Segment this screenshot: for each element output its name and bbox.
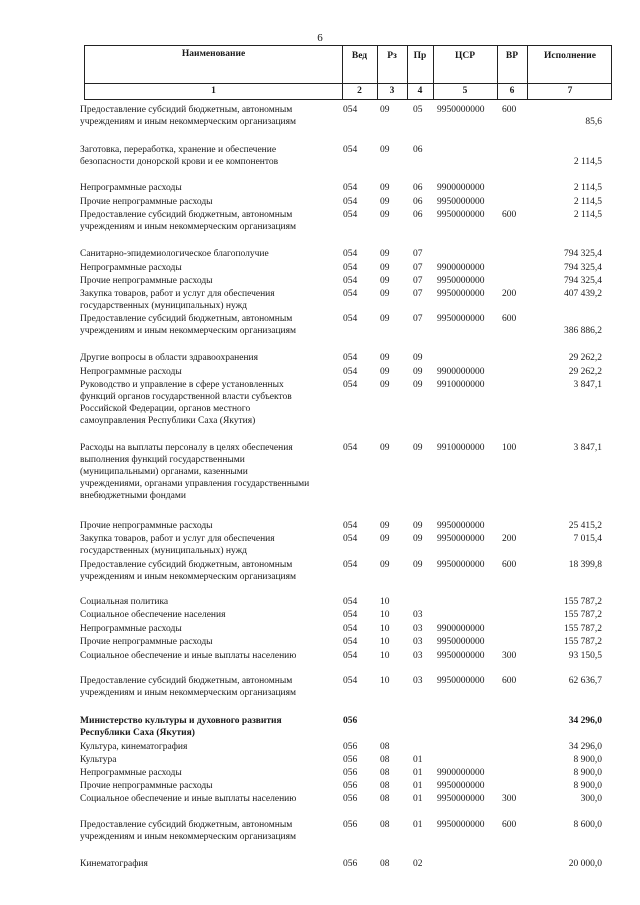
row-pr: 03 xyxy=(413,637,423,647)
row-name-line: Социальная политика xyxy=(80,597,169,607)
row-amount: 386 886,2 xyxy=(564,326,602,336)
row-name-line: внебюджетными фондами xyxy=(80,491,186,501)
row-amount: 407 439,2 xyxy=(564,289,602,299)
row-csr: 9950000000 xyxy=(437,794,485,804)
row-rz: 09 xyxy=(380,521,390,531)
row-ved: 054 xyxy=(343,637,358,647)
row-name xyxy=(80,352,342,364)
row-name-line: Предоставление субсидий бюджетным, автономным xyxy=(80,560,293,570)
row-rz: 09 xyxy=(380,183,390,193)
page-number: 6 xyxy=(317,32,323,44)
row-pr: 06 xyxy=(413,197,423,207)
row-ved: 056 xyxy=(343,742,358,752)
row-pr: 01 xyxy=(413,794,423,804)
row-name-line: Предоставление субсидий бюджетным, автономным xyxy=(80,210,293,220)
row-name-line: Закупка товаров, работ и услуг для обеспечения xyxy=(80,289,275,299)
row-csr: 9950000000 xyxy=(437,105,485,115)
row-name xyxy=(80,650,342,662)
row-rz: 09 xyxy=(380,367,390,377)
row-name xyxy=(80,379,342,427)
row-csr: 9950000000 xyxy=(437,820,485,830)
row-csr: 9900000000 xyxy=(437,263,485,273)
row-name xyxy=(80,675,342,699)
row-rz: 09 xyxy=(380,314,390,324)
row-vr: 600 xyxy=(502,560,517,570)
row-name-line: государственных (муниципальных) нужд xyxy=(80,546,247,556)
row-ved: 054 xyxy=(343,314,358,324)
row-name-line: Республики Саха (Якутия) xyxy=(80,728,195,738)
row-name xyxy=(80,275,342,287)
row-ved: 056 xyxy=(343,768,358,778)
row-csr: 9950000000 xyxy=(437,637,485,647)
row-ved: 054 xyxy=(343,210,358,220)
row-amount: 155 787,2 xyxy=(564,610,602,620)
row-name xyxy=(80,104,342,128)
row-pr: 07 xyxy=(413,314,423,324)
row-name-line: Культура, кинематография xyxy=(80,742,188,752)
row-pr: 09 xyxy=(413,560,423,570)
row-rz: 08 xyxy=(380,768,390,778)
row-pr: 09 xyxy=(413,380,423,390)
row-name xyxy=(80,754,342,766)
row-amount: 34 296,0 xyxy=(568,716,602,726)
row-name xyxy=(80,366,342,378)
row-csr: 9950000000 xyxy=(437,651,485,661)
row-name-line: учреждениями, органами управления государственными xyxy=(80,479,310,489)
row-vr: 600 xyxy=(502,820,517,830)
row-rz: 08 xyxy=(380,781,390,791)
row-name-line: учреждениям и иным некоммерческим организациям xyxy=(80,222,297,232)
header-divider xyxy=(85,83,611,84)
row-name-line: функций органов государственной власти субъектов xyxy=(80,392,292,402)
row-rz: 10 xyxy=(380,651,390,661)
row-ved: 054 xyxy=(343,521,358,531)
row-name-line: Непрограммные расходы xyxy=(80,367,182,377)
row-ved: 054 xyxy=(343,263,358,273)
header-ved: Вед xyxy=(351,51,368,61)
row-name-line: Непрограммные расходы xyxy=(80,263,182,273)
row-rz: 09 xyxy=(380,289,390,299)
row-amount: 7 015,4 xyxy=(573,534,602,544)
row-rz: 10 xyxy=(380,597,390,607)
row-csr: 9950000000 xyxy=(437,560,485,570)
row-csr: 9950000000 xyxy=(437,210,485,220)
row-ved: 054 xyxy=(343,560,358,570)
header-name: Наименование xyxy=(181,49,246,59)
row-ved: 054 xyxy=(343,624,358,634)
row-pr: 09 xyxy=(413,353,423,363)
header-num-pr: 4 xyxy=(417,86,423,96)
row-name xyxy=(80,767,342,779)
row-rz: 09 xyxy=(380,249,390,259)
header-csr: ЦСР xyxy=(454,51,476,61)
row-rz: 10 xyxy=(380,610,390,620)
row-name xyxy=(80,262,342,274)
header-vr: ВР xyxy=(505,51,519,61)
row-csr: 9950000000 xyxy=(437,276,485,286)
row-name xyxy=(80,793,342,805)
row-name-line: Министерство культуры и духовного развития xyxy=(80,716,282,726)
row-name-line: государственных (муниципальных) нужд xyxy=(80,301,247,311)
row-vr: 300 xyxy=(502,651,517,661)
row-vr: 100 xyxy=(502,443,517,453)
row-rz: 08 xyxy=(380,742,390,752)
row-amount: 29 262,2 xyxy=(568,353,602,363)
row-name xyxy=(80,533,342,557)
row-ved: 054 xyxy=(343,105,358,115)
row-csr: 9950000000 xyxy=(437,781,485,791)
row-csr: 9950000000 xyxy=(437,534,485,544)
row-name-line: Прочие непрограммные расходы xyxy=(80,781,213,791)
row-pr: 01 xyxy=(413,781,423,791)
row-amount: 18 399,8 xyxy=(568,560,602,570)
row-name xyxy=(80,442,342,502)
row-ved: 054 xyxy=(343,534,358,544)
row-pr: 03 xyxy=(413,651,423,661)
row-ved: 054 xyxy=(343,597,358,607)
row-csr: 9910000000 xyxy=(437,443,485,453)
row-name xyxy=(80,144,342,168)
row-pr: 01 xyxy=(413,820,423,830)
row-pr: 01 xyxy=(413,768,423,778)
row-amount: 3 847,1 xyxy=(573,380,602,390)
row-ved: 054 xyxy=(343,197,358,207)
row-rz: 08 xyxy=(380,820,390,830)
row-name-line: учреждениям и иным некоммерческим организациям xyxy=(80,688,297,698)
row-name-line: Предоставление субсидий бюджетным, автономным xyxy=(80,314,293,324)
row-name xyxy=(80,819,342,843)
row-amount: 25 415,2 xyxy=(568,521,602,531)
row-name-line: безопасности донорской крови и ее компонентов xyxy=(80,157,279,167)
header-pr: Пр xyxy=(413,51,427,61)
row-rz: 09 xyxy=(380,560,390,570)
row-pr: 09 xyxy=(413,521,423,531)
row-name xyxy=(80,313,342,337)
row-name-line: Санитарно-эпидемиологическое благополучие xyxy=(80,249,269,259)
row-amount: 62 636,7 xyxy=(568,676,602,686)
row-name-line: Расходы на выплаты персоналу в целях обеспечения xyxy=(80,443,293,453)
row-pr: 09 xyxy=(413,367,423,377)
row-name xyxy=(80,182,342,194)
row-pr: 09 xyxy=(413,534,423,544)
row-amount: 8 900,0 xyxy=(573,781,602,791)
row-name-line: Социальное обеспечение и иные выплаты населению xyxy=(80,794,297,804)
row-amount: 8 600,0 xyxy=(573,820,602,830)
row-ved: 054 xyxy=(343,676,358,686)
row-amount: 85,6 xyxy=(585,117,602,127)
row-amount: 20 000,0 xyxy=(568,859,602,869)
table-header xyxy=(84,45,612,100)
header-num-csr: 5 xyxy=(462,86,468,96)
row-name-line: Предоставление субсидий бюджетным, автономным xyxy=(80,676,293,686)
row-rz: 09 xyxy=(380,443,390,453)
row-name-line: Прочие непрограммные расходы xyxy=(80,276,213,286)
row-vr: 600 xyxy=(502,676,517,686)
row-amount: 8 900,0 xyxy=(573,755,602,765)
row-ved: 054 xyxy=(343,249,358,259)
row-name xyxy=(80,780,342,792)
row-amount: 2 114,5 xyxy=(573,210,602,220)
row-rz: 09 xyxy=(380,145,390,155)
row-ved: 054 xyxy=(343,610,358,620)
row-pr: 06 xyxy=(413,210,423,220)
row-amount: 93 150,5 xyxy=(568,651,602,661)
row-pr: 03 xyxy=(413,610,423,620)
row-amount: 794 325,4 xyxy=(564,249,602,259)
row-pr: 07 xyxy=(413,263,423,273)
row-amount: 794 325,4 xyxy=(564,276,602,286)
row-ved: 054 xyxy=(343,145,358,155)
row-name-line: Социальное обеспечение и иные выплаты населению xyxy=(80,651,297,661)
row-pr: 07 xyxy=(413,249,423,259)
header-num-amount: 7 xyxy=(567,86,573,96)
row-rz: 09 xyxy=(380,263,390,273)
row-name xyxy=(80,609,342,621)
row-csr: 9900000000 xyxy=(437,183,485,193)
row-rz: 09 xyxy=(380,380,390,390)
row-ved: 054 xyxy=(343,367,358,377)
row-amount: 794 325,4 xyxy=(564,263,602,273)
row-pr: 07 xyxy=(413,276,423,286)
header-amount: Исполнение xyxy=(544,51,596,61)
row-ved: 056 xyxy=(343,794,358,804)
row-vr: 300 xyxy=(502,794,517,804)
row-ved: 054 xyxy=(343,651,358,661)
row-name-line: Руководство и управление в сфере установленных xyxy=(80,380,284,390)
row-csr: 9900000000 xyxy=(437,367,485,377)
row-rz: 08 xyxy=(380,859,390,869)
row-name-line: учреждениям и иным некоммерческим организациям xyxy=(80,572,297,582)
row-name-line: Непрограммные расходы xyxy=(80,183,182,193)
row-rz: 08 xyxy=(380,755,390,765)
header-num-rz: 3 xyxy=(389,86,395,96)
row-csr: 9900000000 xyxy=(437,624,485,634)
row-name xyxy=(80,858,342,870)
row-ved: 054 xyxy=(343,380,358,390)
row-name xyxy=(80,636,342,648)
row-rz: 09 xyxy=(380,353,390,363)
row-pr: 03 xyxy=(413,676,423,686)
row-name xyxy=(80,248,342,260)
row-ved: 054 xyxy=(343,443,358,453)
row-name-line: (муниципальными) органами, казенными xyxy=(80,467,248,477)
row-ved: 054 xyxy=(343,276,358,286)
row-csr: 9950000000 xyxy=(437,676,485,686)
row-name xyxy=(80,196,342,208)
row-ved: 056 xyxy=(343,716,358,726)
row-amount: 155 787,2 xyxy=(564,597,602,607)
row-amount: 2 114,5 xyxy=(573,197,602,207)
row-rz: 08 xyxy=(380,794,390,804)
row-amount: 155 787,2 xyxy=(564,637,602,647)
row-name-line: Непрограммные расходы xyxy=(80,624,182,634)
row-name xyxy=(80,741,342,753)
row-ved: 054 xyxy=(343,289,358,299)
row-ved: 056 xyxy=(343,755,358,765)
row-name xyxy=(80,288,342,312)
row-name xyxy=(80,209,342,233)
row-name-line: Прочие непрограммные расходы xyxy=(80,637,213,647)
row-amount: 8 900,0 xyxy=(573,768,602,778)
header-num-name: 1 xyxy=(211,86,216,96)
row-name-line: Заготовка, переработка, хранение и обеспечение xyxy=(80,145,277,155)
row-rz: 10 xyxy=(380,637,390,647)
row-name xyxy=(80,559,342,583)
row-name xyxy=(80,596,342,608)
row-amount: 34 296,0 xyxy=(568,742,602,752)
row-name xyxy=(80,623,342,635)
row-name-line: Культура xyxy=(80,755,117,765)
row-name-line: Кинематография xyxy=(80,859,148,869)
row-pr: 06 xyxy=(413,183,423,193)
row-ved: 056 xyxy=(343,781,358,791)
row-ved: 056 xyxy=(343,859,358,869)
row-name-line: Закупка товаров, работ и услуг для обеспечения xyxy=(80,534,275,544)
row-amount: 29 262,2 xyxy=(568,367,602,377)
row-pr: 02 xyxy=(413,859,423,869)
header-num-ved: 2 xyxy=(357,86,362,96)
row-rz: 10 xyxy=(380,624,390,634)
row-amount: 155 787,2 xyxy=(564,624,602,634)
row-csr: 9950000000 xyxy=(437,289,485,299)
row-pr: 07 xyxy=(413,289,423,299)
row-name xyxy=(80,715,342,739)
row-csr: 9950000000 xyxy=(437,521,485,531)
row-ved: 054 xyxy=(343,353,358,363)
row-amount: 2 114,5 xyxy=(573,183,602,193)
row-pr: 06 xyxy=(413,145,423,155)
row-name-line: Прочие непрограммные расходы xyxy=(80,521,213,531)
row-rz: 09 xyxy=(380,210,390,220)
row-name-line: учреждениям и иным некоммерческим организациям xyxy=(80,832,297,842)
row-rz: 10 xyxy=(380,676,390,686)
row-rz: 09 xyxy=(380,276,390,286)
row-name-line: выполнения функций государственными xyxy=(80,455,245,465)
row-csr: 9950000000 xyxy=(437,197,485,207)
row-name-line: Другие вопросы в области здравоохранения xyxy=(80,353,259,363)
row-name xyxy=(80,520,342,532)
row-pr: 03 xyxy=(413,624,423,634)
header-rz: Рз xyxy=(387,51,397,61)
row-rz: 09 xyxy=(380,534,390,544)
row-amount: 3 847,1 xyxy=(573,443,602,453)
row-name-line: Непрограммные расходы xyxy=(80,768,182,778)
row-ved: 054 xyxy=(343,183,358,193)
row-rz: 09 xyxy=(380,105,390,115)
row-name-line: Прочие непрограммные расходы xyxy=(80,197,213,207)
row-name-line: учреждениям и иным некоммерческим организациям xyxy=(80,117,297,127)
row-name-line: Социальное обеспечение населения xyxy=(80,610,226,620)
row-vr: 200 xyxy=(502,289,517,299)
row-name-line: самоуправления Республики Саха (Якутия) xyxy=(80,416,256,426)
row-ved: 056 xyxy=(343,820,358,830)
row-vr: 200 xyxy=(502,534,517,544)
row-csr: 9910000000 xyxy=(437,380,485,390)
header-num-vr: 6 xyxy=(509,86,515,96)
row-pr: 09 xyxy=(413,443,423,453)
row-vr: 600 xyxy=(502,314,517,324)
row-csr: 9900000000 xyxy=(437,768,485,778)
row-pr: 01 xyxy=(413,755,423,765)
row-csr: 9950000000 xyxy=(437,314,485,324)
row-vr: 600 xyxy=(502,105,517,115)
row-amount: 2 114,5 xyxy=(573,157,602,167)
row-name-line: учреждениям и иным некоммерческим организациям xyxy=(80,326,297,336)
row-name-line: Российской Федерации, органов местного xyxy=(80,404,251,414)
row-rz: 09 xyxy=(380,197,390,207)
row-name-line: Предоставление субсидий бюджетным, автономным xyxy=(80,105,293,115)
row-vr: 600 xyxy=(502,210,517,220)
row-amount: 300,0 xyxy=(580,794,602,804)
row-name-line: Предоставление субсидий бюджетным, автономным xyxy=(80,820,293,830)
row-pr: 05 xyxy=(413,105,423,115)
